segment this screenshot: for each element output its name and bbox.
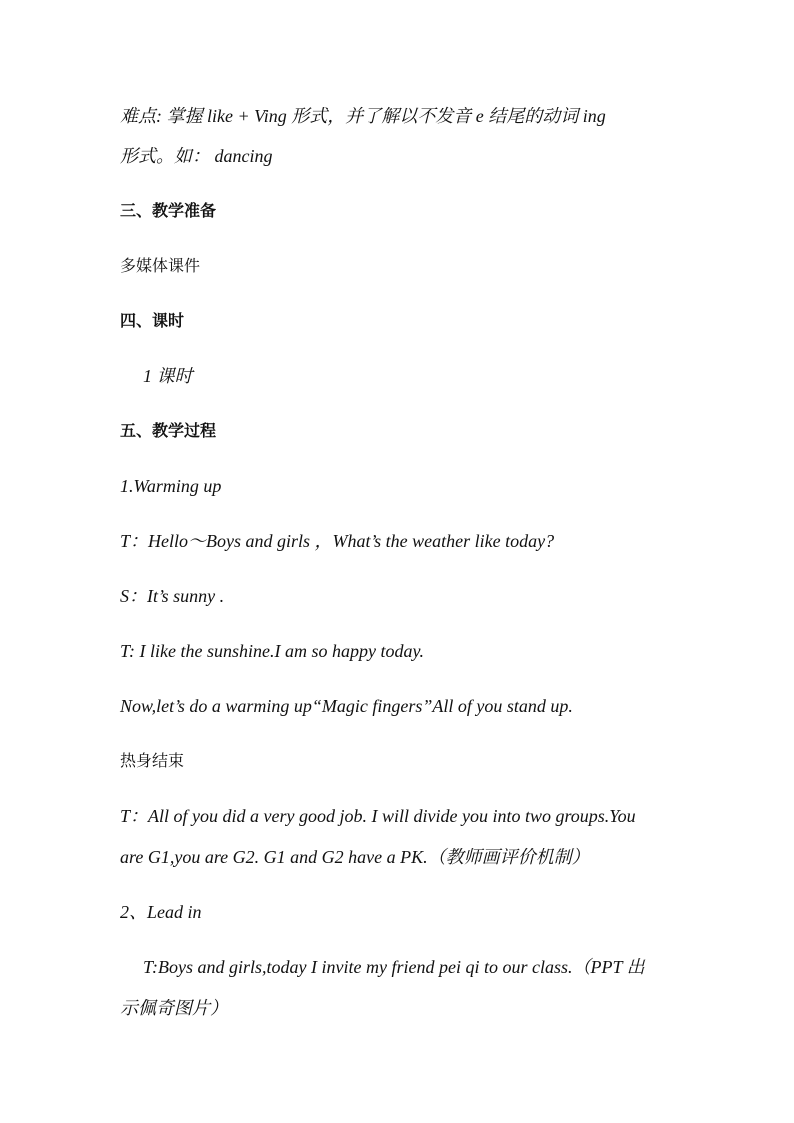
dialog-line-1: T：Hello～Boys and girls ，What’s the weather like today? (120, 531, 555, 551)
difficulty-line-1: 难点: 掌握 like + Ving 形式，并了解以不发音 e 结尾的动词 ing (120, 106, 606, 126)
section-5-heading: 五、教学过程 (120, 421, 217, 440)
dialog-line-5b: are G1,you are G2. G1 and G2 have a PK.（教师画评价机制） (120, 847, 590, 867)
section-3-content: 多媒体课件 (120, 256, 201, 275)
dialog-line-6a: T:Boys and girls,today I invite my friend pei qi to our class.（PPT 出 (143, 957, 645, 977)
dialog-line-6b: 示佩奇图片） (120, 998, 228, 1018)
section-3-heading: 三、教学准备 (120, 201, 217, 220)
difficulty-line-2: 形式。如： dancing (120, 146, 273, 166)
dialog-line-3: T: I like the sunshine.I am so happy today. (120, 641, 424, 661)
dialog-line-5a: T：All of you did a very good job. I will divide you into two groups.You (120, 806, 636, 826)
step-2-heading: 2、Lead in (120, 902, 202, 922)
section-4-heading: 四、课时 (120, 311, 185, 330)
dialog-line-2: S：It’s sunny . (120, 586, 225, 606)
step-1-heading: 1.Warming up (120, 476, 222, 496)
warmup-end: 热身结束 (120, 751, 185, 770)
dialog-line-4: Now,let’s do a warming up“Magic fingers”All of you stand up. (120, 696, 573, 716)
section-4-content: 1 课时 (143, 366, 193, 386)
